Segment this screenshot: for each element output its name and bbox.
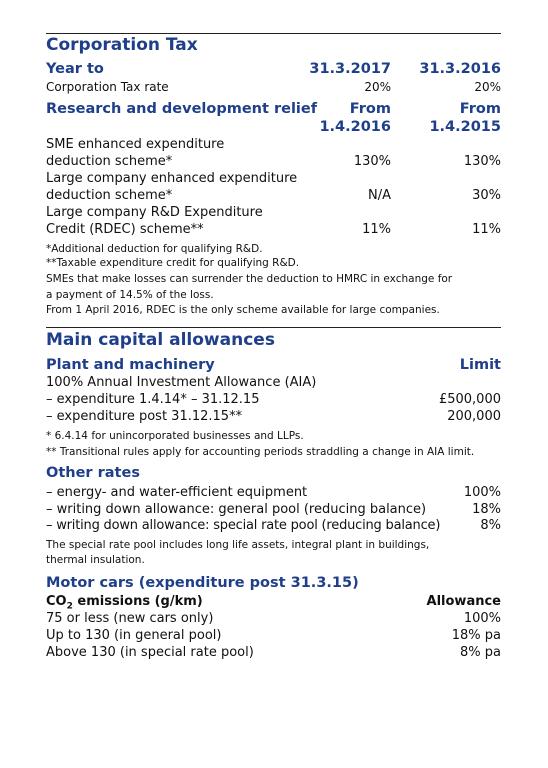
limit-header: Limit (459, 357, 501, 373)
co2-emissions-header: $CO_2$ emissions (g/km) (46, 594, 203, 612)
motor-row-label: 75 or less (new cars only) (46, 611, 214, 626)
other-rate-value: 18% (472, 502, 501, 517)
aia-row-label: – expenditure 1.4.14* – 31.12.15 (46, 392, 260, 407)
plant-machinery-heading: Plant and machinery (46, 357, 215, 373)
rd-row-sme-value-1: 130% (353, 154, 391, 169)
motor-row-value: 100% (463, 611, 501, 626)
other-rate-value: 8% (480, 518, 501, 533)
rd-note: From 1 April 2016, RDEC is the only scheme available for large companies. (46, 304, 440, 316)
rd-note: *Additional deduction for qualifying R&D. (46, 243, 263, 255)
motor-row-label: Above 130 (in special rate pool) (46, 645, 254, 660)
from-date-1: 1.4.2016 (319, 119, 391, 135)
corporation-tax-title: Corporation Tax (46, 35, 198, 55)
year-2016-header: 31.3.2016 (419, 61, 501, 77)
top-rule (46, 33, 501, 34)
corp-tax-rate-label: Corporation Tax rate (46, 80, 169, 94)
from-date-2: 1.4.2015 (429, 119, 501, 135)
motor-row-value: 18% pa (451, 628, 501, 643)
aia-label: 100% Annual Investment Allowance (AIA) (46, 375, 317, 390)
rd-row-sme-line2: deduction scheme* (46, 154, 173, 169)
from-label-2: From (459, 101, 501, 117)
rd-row-large-value-1: N/A (368, 188, 391, 203)
allowance-header: Allowance (426, 594, 501, 609)
motor-row-label: Up to 130 (in general pool) (46, 628, 222, 643)
corp-tax-rate-2017: 20% (364, 80, 391, 94)
rd-row-rdec-value-1: 11% (362, 222, 391, 237)
motor-row-value: 8% pa (460, 645, 501, 660)
rd-note: **Taxable expenditure credit for qualifying R&D. (46, 257, 300, 269)
other-rate-label: – writing down allowance: special rate pool (reducing balance) (46, 518, 441, 533)
corp-tax-rate-2016: 20% (474, 80, 501, 94)
aia-row-value: £500,000 (438, 392, 501, 407)
aia-note: * 6.4.14 for unincorporated businesses and LLPs. (46, 430, 304, 442)
other-rate-label: – writing down allowance: general pool (reducing balance) (46, 502, 427, 517)
year-to-label: Year to (46, 61, 104, 77)
rd-row-rdec-line1: Large company R&D Expenditure (46, 205, 263, 220)
year-2017-header: 31.3.2017 (309, 61, 391, 77)
rd-row-large-line2: deduction scheme* (46, 188, 173, 203)
capital-allowances-title: Main capital allowances (46, 330, 275, 350)
aia-row-label: – expenditure post 31.12.15** (46, 409, 243, 424)
special-pool-note: The special rate pool includes long life assets, integral plant in buildings, (46, 539, 430, 551)
rd-relief-heading: Research and development relief (46, 101, 318, 117)
rd-row-sme-value-2: 130% (463, 154, 501, 169)
motor-cars-heading: Motor cars (expenditure post 31.3.15) (46, 575, 359, 591)
aia-row-value: 200,000 (447, 409, 501, 424)
rd-row-large-value-2: 30% (472, 188, 501, 203)
other-rate-value: 100% (463, 485, 501, 500)
other-rate-label: – energy- and water-efficient equipment (46, 485, 308, 500)
from-label-1: From (349, 101, 391, 117)
rd-note: a payment of 14.5% of the loss. (46, 289, 214, 301)
rd-row-rdec-value-2: 11% (472, 222, 501, 237)
rd-row-rdec-line2: Credit (RDEC) scheme** (46, 222, 204, 237)
rd-note: SMEs that make losses can surrender the deduction to HMRC in exchange for (46, 273, 453, 285)
other-rates-heading: Other rates (46, 465, 140, 481)
aia-note: ** Transitional rules apply for accounting periods straddling a change in AIA limit. (46, 446, 475, 458)
rd-row-large-line1: Large company enhanced expenditure (46, 171, 298, 186)
special-pool-note: thermal insulation. (46, 554, 145, 566)
section-rule (46, 327, 501, 328)
rd-row-sme-line1: SME enhanced expenditure (46, 137, 225, 152)
